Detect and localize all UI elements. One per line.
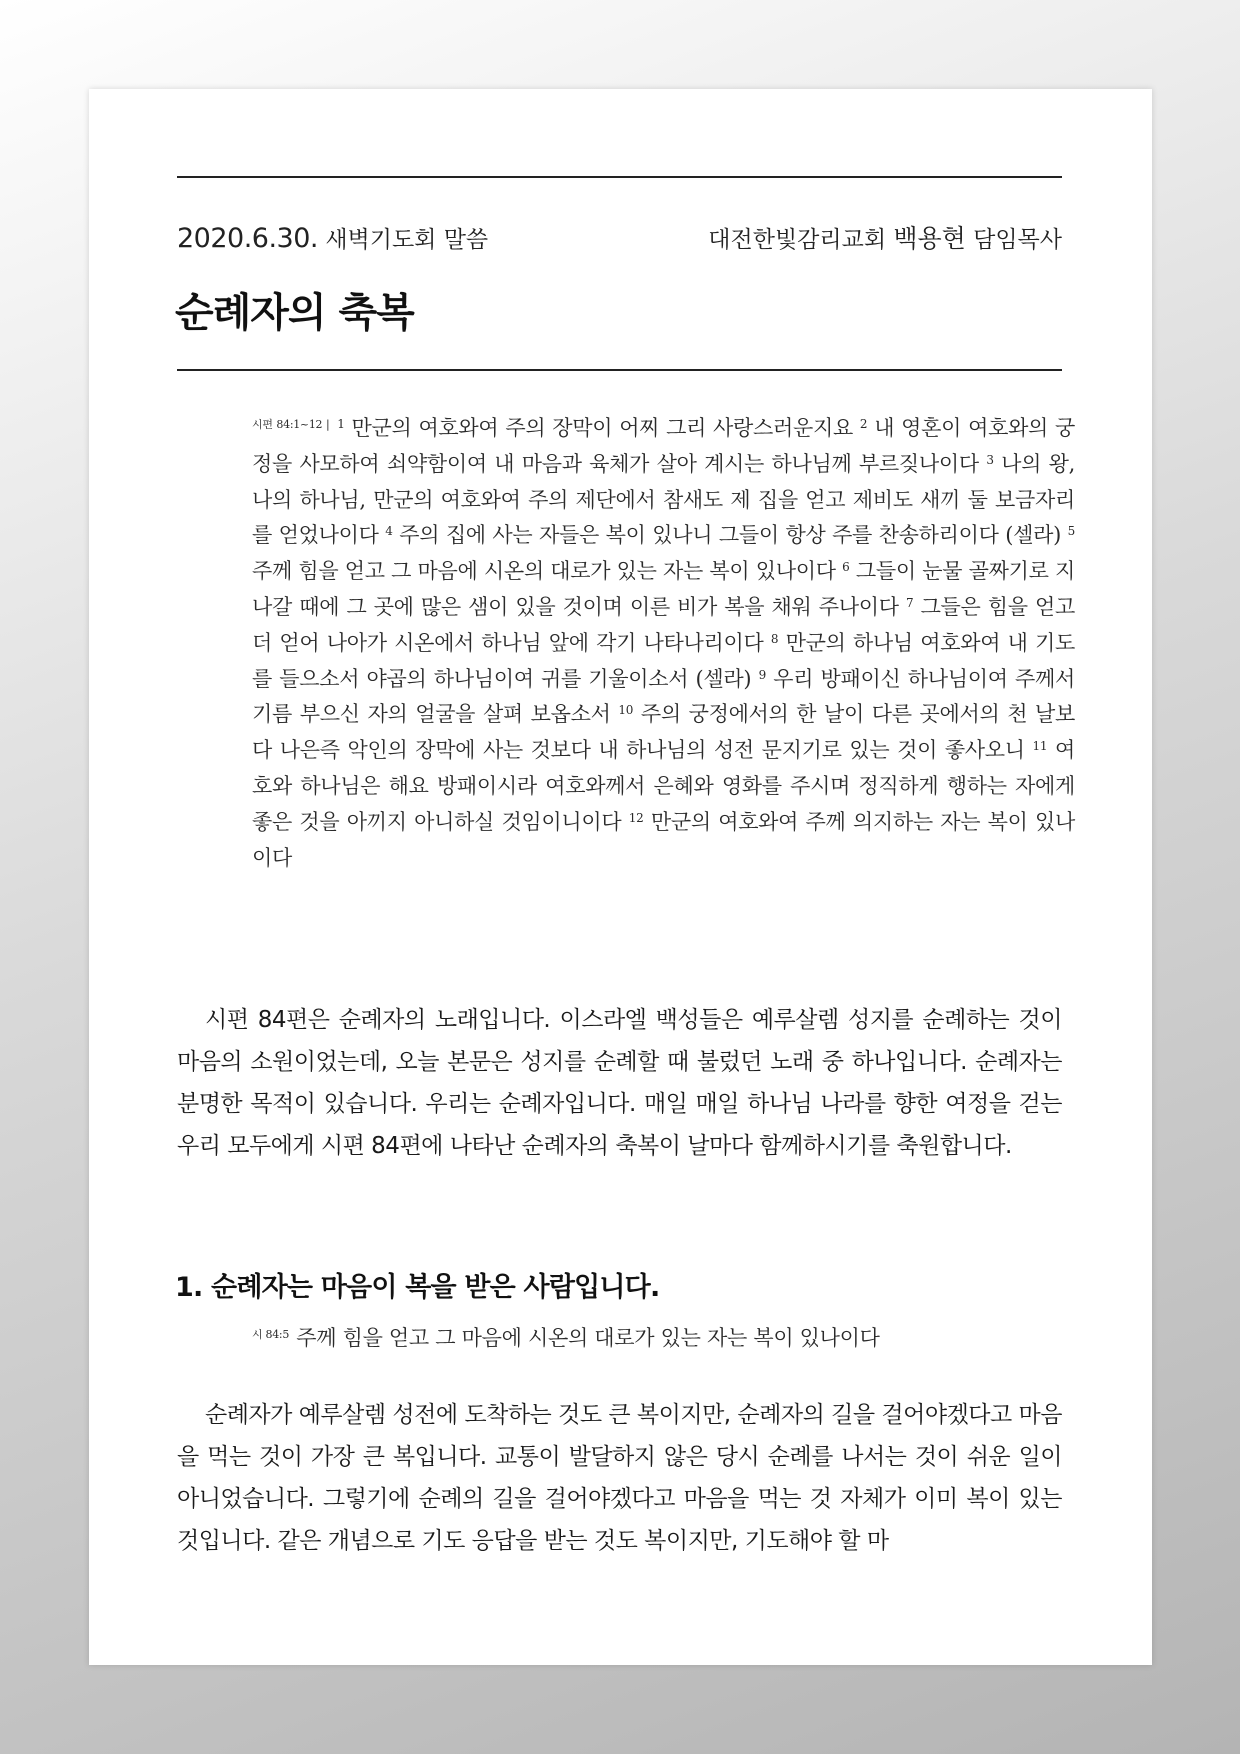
- scripture-reference: 시편 84:1~12 |: [252, 418, 334, 431]
- verse-number: 2: [859, 417, 868, 431]
- verse-text: 만군의 여호와여 주의 장막이 어찌 그리 사랑스러운지요: [351, 416, 860, 440]
- sermon-header: [177, 219, 1062, 255]
- verse-text: 주께 힘을 얻고 그 마음에 시온의 대로가 있는 자는 복이 있나이다: [252, 559, 843, 584]
- verse-number: 6: [842, 560, 850, 575]
- verse-number: 5: [1067, 524, 1075, 539]
- pastor-title: 담임목사: [973, 227, 1062, 253]
- verse-text: 주의 궁정에서의 한 날이 다른 곳에서의 천 날보다 나은즉 악인의 장막에 사는 것보다 내 하나님의 성전 문지기로 있는 것이 좋사오니: [252, 702, 1075, 763]
- sermon-title: 순례자의 축복: [175, 290, 414, 336]
- pastor-name: 백용현: [893, 224, 966, 253]
- verse-text: 그들은 힘을 얻고 더 얻어 나아가 시온에서 하나님 앞에 각기 나타나리이다: [252, 594, 1075, 655]
- sermon-date: 2020.6.30.: [177, 223, 318, 254]
- top-rule: [177, 176, 1062, 178]
- document-page: [89, 89, 1152, 1665]
- verse-number: 10: [618, 703, 634, 718]
- verse-number: 1: [337, 417, 345, 431]
- church-name: 대전한빛감리교회: [708, 227, 887, 253]
- verse-text: 주의 집에 사는 자들은 복이 있나니 그들이 항상 주를 찬송하리이다 (셀라): [399, 523, 1068, 548]
- verse-number: 3: [986, 452, 994, 467]
- scripture-passage: [252, 407, 1075, 876]
- section-verse-text: 주께 힘을 얻고 그 마음에 시온의 대로가 있는 자는 복이 있나이다: [296, 1326, 880, 1350]
- verse-text: 여호와 하나님은 해요 방패이시라 여호와께서 은혜와 영화를 주시며 정직하게 행하는 자에게 좋은 것을 아끼지 아니하실 것임이니이다: [252, 738, 1075, 834]
- section-verse-reference: 시 84:5: [252, 1328, 293, 1341]
- intro-paragraph: 시편 84편은 순례자의 노래입니다. 이스라엘 백성들은 예루살렘 성지를 순례하는 것이 마음의 소원이었는데, 오늘 본문은 성지를 순례할 때 불렀던 노래 중 하나입니다. 순례자는 분명한 목적이 있습니다. 우리는 순례자입니다. 매일 매일 하나님 나라를 향한 여정을 걷는 우리 모두에게 시편 84편에 나타난 순례자의 축복이 날마다 함께하시기를 축원합니다.: [177, 1007, 1062, 1159]
- verse-number: 12: [628, 810, 644, 825]
- verse-text: 만군의 여호와여 주께 의지하는 자는 복이 있나이다: [252, 809, 1075, 870]
- sermon-date-service: [177, 221, 488, 254]
- section-heading: 1. 순례자는 마음이 복을 받은 사람입니다.: [175, 1272, 660, 1303]
- verse-number: 9: [758, 667, 766, 682]
- church-pastor: [708, 219, 1062, 255]
- section-paragraph: 순례자가 예루살렘 성전에 도착하는 것도 큰 복이지만, 순례자의 길을 걸어야겠다고 마음을 먹는 것이 가장 큰 복입니다. 교통이 발달하지 않은 당시 순례를 나서는 것이 쉬운 일이 아니었습니다. 그렇기에 순례의 길을 걸어야겠다고 마음을 먹는 것 자체가 이미 복이 있는 것입니다. 같은 개념으로 기도 응답을 받는 것도 복이지만, 기도해야 할 마: [177, 1402, 1062, 1554]
- verse-number: 8: [770, 631, 779, 646]
- service-name: 새벽기도회 말씀: [325, 227, 489, 253]
- verse-text: 나의 왕, 나의 하나님, 만군의 여호와여 주의 제단에서 참새도 제 집을 얻고 제비도 새끼 둘 보금자리를 얻었나이다: [252, 451, 1075, 548]
- verse-number: 11: [1032, 739, 1048, 754]
- bottom-rule: [177, 369, 1062, 371]
- verse-text: 내 영혼이 여호와의 궁정을 사모하여 쇠약함이여 내 마음과 육체가 살아 계시는 하나님께 부르짖나이다: [252, 416, 1075, 476]
- verse-text: 만군의 하나님 여호와여 내 기도를 들으소서 야곱의 하나님이여 귀를 기울이소서 (셀라): [252, 630, 1075, 691]
- section-verse: [252, 1322, 880, 1352]
- verse-text: 그들이 눈물 골짜기로 지나갈 때에 그 곳에 많은 샘이 있을 것이며 이른 비가 복을 채워 주나이다: [252, 559, 1075, 619]
- verse-number: 7: [905, 595, 914, 610]
- verse-text: 우리 방패이신 하나님이여 주께서 기름 부으신 자의 얼굴을 살펴 보옵소서: [252, 666, 1075, 727]
- verse-number: 4: [385, 524, 393, 539]
